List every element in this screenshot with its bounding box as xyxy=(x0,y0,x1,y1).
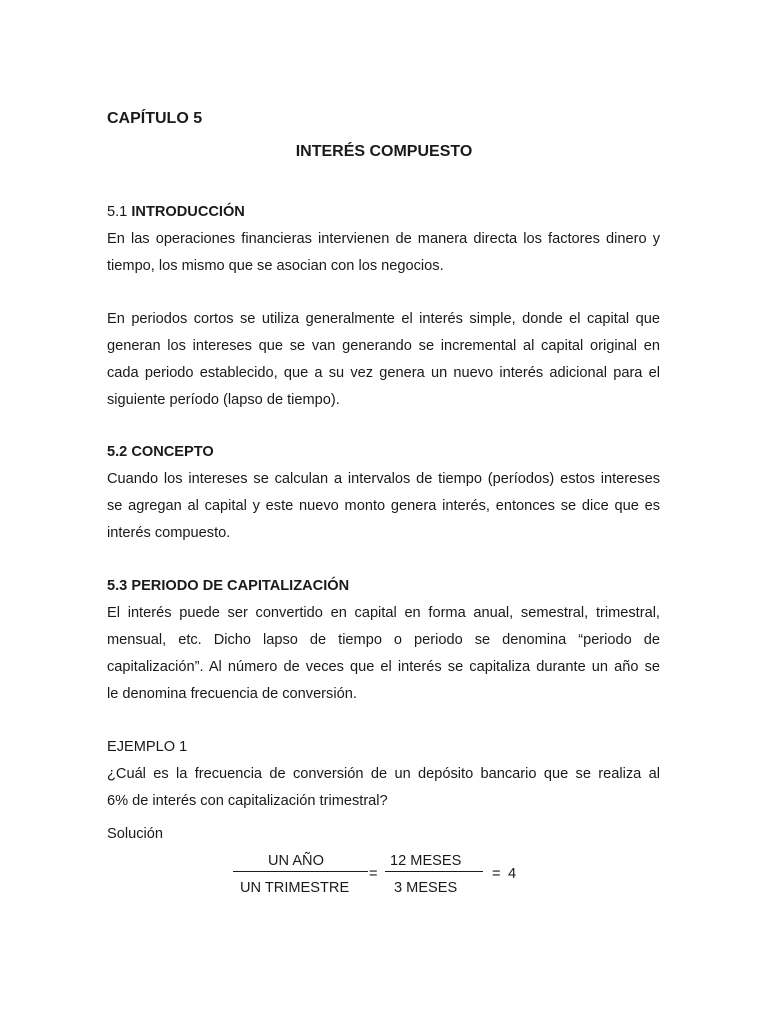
text-line: El interés puede ser convertido en capital en forma anual, semestral, trimestral, xyxy=(107,605,660,621)
text-line: generan los intereses que se van generando se incremental al capital original en xyxy=(107,338,660,354)
text-line: ¿Cuál es la frecuencia de conversión de un depósito bancario que se realiza al xyxy=(107,766,660,782)
equals-sign-1: = xyxy=(369,866,378,882)
text-line: capitalización”. Al número de veces que el interés se capitaliza durante un año se xyxy=(107,659,660,675)
formula-result: 4 xyxy=(508,866,517,882)
solution-label: Solución xyxy=(107,826,163,842)
text-line: En periodos cortos se utiliza generalmente el interés simple, donde el capital que xyxy=(107,311,660,327)
section-5-3-heading: 5.3 PERIODO DE CAPITALIZACIÓN xyxy=(107,578,350,594)
text-line: tiempo, los mismo que se asocian con los negocios. xyxy=(107,258,444,274)
fraction-2-denominator: 3 MESES xyxy=(394,880,458,896)
chapter-label: CAPÍTULO 5 xyxy=(107,110,203,127)
text-line: 6% de interés con capitalización trimestral? xyxy=(107,793,388,809)
text-line: le denomina frecuencia de conversión. xyxy=(107,686,357,702)
section-5-1-paragraph-2 xyxy=(107,306,660,414)
text-line: interés compuesto. xyxy=(107,525,231,541)
section-title: INTRODUCCIÓN xyxy=(131,204,245,220)
section-5-1-heading xyxy=(107,204,245,220)
fraction-2-numerator: 12 MESES xyxy=(390,853,462,869)
section-5-3-paragraph xyxy=(107,600,660,708)
text-line: siguiente período (lapso de tiempo). xyxy=(107,392,340,408)
fraction-1-numerator: UN AÑO xyxy=(268,853,324,869)
text-line: cada periodo establecido, que a su vez genera un nuevo interés adicional para el xyxy=(107,365,660,381)
fraction-1-denominator: UN TRIMESTRE xyxy=(240,880,350,896)
section-5-1-paragraph-1 xyxy=(107,226,660,280)
section-5-2-paragraph xyxy=(107,466,660,547)
equals-sign-2: = xyxy=(492,866,501,882)
section-5-2-heading: 5.2 CONCEPTO xyxy=(107,444,214,460)
fraction-1-bar xyxy=(233,871,368,872)
text-line: Cuando los intereses se calculan a intervalos de tiempo (períodos) estos intereses xyxy=(107,471,660,487)
section-number: 5.1 xyxy=(107,204,132,220)
text-line: En las operaciones financieras intervienen de manera directa los factores dinero y xyxy=(107,231,660,247)
fraction-2-bar xyxy=(385,871,483,872)
text-line: se agregan al capital y este nuevo monto genera interés, entonces se dice que es xyxy=(107,498,660,514)
example-label: EJEMPLO 1 xyxy=(107,739,188,755)
example-question xyxy=(107,761,660,815)
chapter-title: INTERÉS COMPUESTO xyxy=(295,143,473,160)
text-line: mensual, etc. Dicho lapso de tiempo o periodo se denomina “periodo de xyxy=(107,632,660,648)
